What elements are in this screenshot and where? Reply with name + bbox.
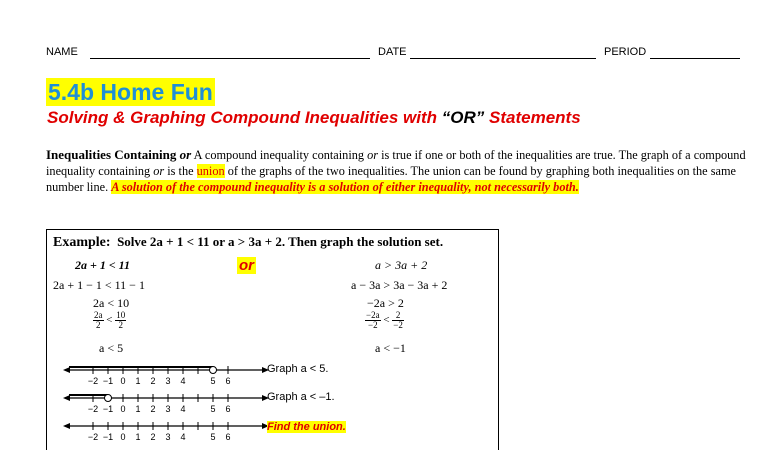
tick-label: 1 <box>135 432 141 442</box>
number-line-2 <box>63 394 269 414</box>
number-line-1 <box>63 366 269 386</box>
graph1-label: Graph a < 5. <box>267 363 329 375</box>
tick-label: 0 <box>120 404 126 414</box>
right-step-1: a − 3a > 3a − 3a + 2 <box>351 278 448 292</box>
number-line-3 <box>63 422 269 442</box>
left-step-2: 2a < 10 <box>93 296 130 310</box>
tick-label: 4 <box>180 404 186 414</box>
tick-label: 2 <box>150 404 156 414</box>
intro-paragraph: Inequalities Containing or A compound inequality containing or is true if one or both of the inequalities are true. The graph of a compound inequality containing or is the union of the graphs of the two inequalities. The union can be found by graphing both inequalities on the same number line. A solution of the compound inequality is a solution of either inequality, not necessarily both. <box>46 147 746 194</box>
student-info-header <box>46 44 740 60</box>
tick-label: 3 <box>165 404 171 414</box>
date-label: DATE <box>378 46 407 58</box>
tick-label: 0 <box>120 376 126 386</box>
or-label: or <box>239 257 254 274</box>
right-step-3: $\frac{-2a}{-2}$ < $\frac{2}{-2}$ <box>366 310 403 330</box>
tick-label: −2 <box>87 404 99 414</box>
tick-label: 4 <box>180 376 186 386</box>
page-subtitle: Solving & Graphing Compound Inequalities with “OR” Statements <box>47 108 581 127</box>
tick-label: −1 <box>102 376 114 386</box>
right-step-2: −2a > 2 <box>367 296 404 310</box>
tick-label: 3 <box>165 376 171 386</box>
tick-label: 2 <box>150 432 156 442</box>
tick-label: 5 <box>210 404 216 414</box>
tick-label: −2 <box>87 432 99 442</box>
period-field[interactable] <box>650 58 740 59</box>
name-field[interactable] <box>90 58 370 59</box>
period-label: PERIOD <box>604 46 647 58</box>
tick-label: 3 <box>165 432 171 442</box>
union-keyword: union <box>196 164 225 178</box>
example-box <box>46 229 499 450</box>
left-step-1: 2a + 1 − 1 < 11 − 1 <box>53 278 145 292</box>
left-step-3: $\frac{2a}{2}$ < $\frac{10}{2}$ <box>94 310 126 330</box>
tick-label: 4 <box>180 432 186 442</box>
tick-label: 5 <box>210 376 216 386</box>
tick-label: 2 <box>150 376 156 386</box>
date-field[interactable] <box>410 58 596 59</box>
tick-label: 6 <box>225 404 231 414</box>
graph2-label: Graph a < –1. <box>267 391 335 403</box>
tick-label: 6 <box>225 432 231 442</box>
tick-label: 6 <box>225 376 231 386</box>
tick-label: −1 <box>102 404 114 414</box>
tick-label: 5 <box>210 432 216 442</box>
tick-label: −1 <box>102 432 114 442</box>
left-inequality: 2a + 1 < 11 <box>75 258 131 272</box>
left-step-4: a < 5 <box>99 341 124 355</box>
page-title: 5.4b Home Fun <box>48 79 213 105</box>
tick-label: 0 <box>120 432 126 442</box>
tick-label: −2 <box>87 376 99 386</box>
right-inequality: a > 3a + 2 <box>375 258 428 272</box>
key-idea-highlight: A solution of the compound inequality is a solution of either inequality, not necessarily both. <box>111 180 579 194</box>
tick-label: 1 <box>135 404 141 414</box>
name-label: NAME <box>46 46 78 58</box>
tick-label: 1 <box>135 376 141 386</box>
example-prompt: Example: Solve 2a + 1 < 11 or a > 3a + 2. Then graph the solution set. <box>53 234 444 250</box>
number-lines <box>63 358 273 450</box>
right-step-4: a < −1 <box>375 341 406 355</box>
find-union-label: Find the union. <box>267 421 346 433</box>
